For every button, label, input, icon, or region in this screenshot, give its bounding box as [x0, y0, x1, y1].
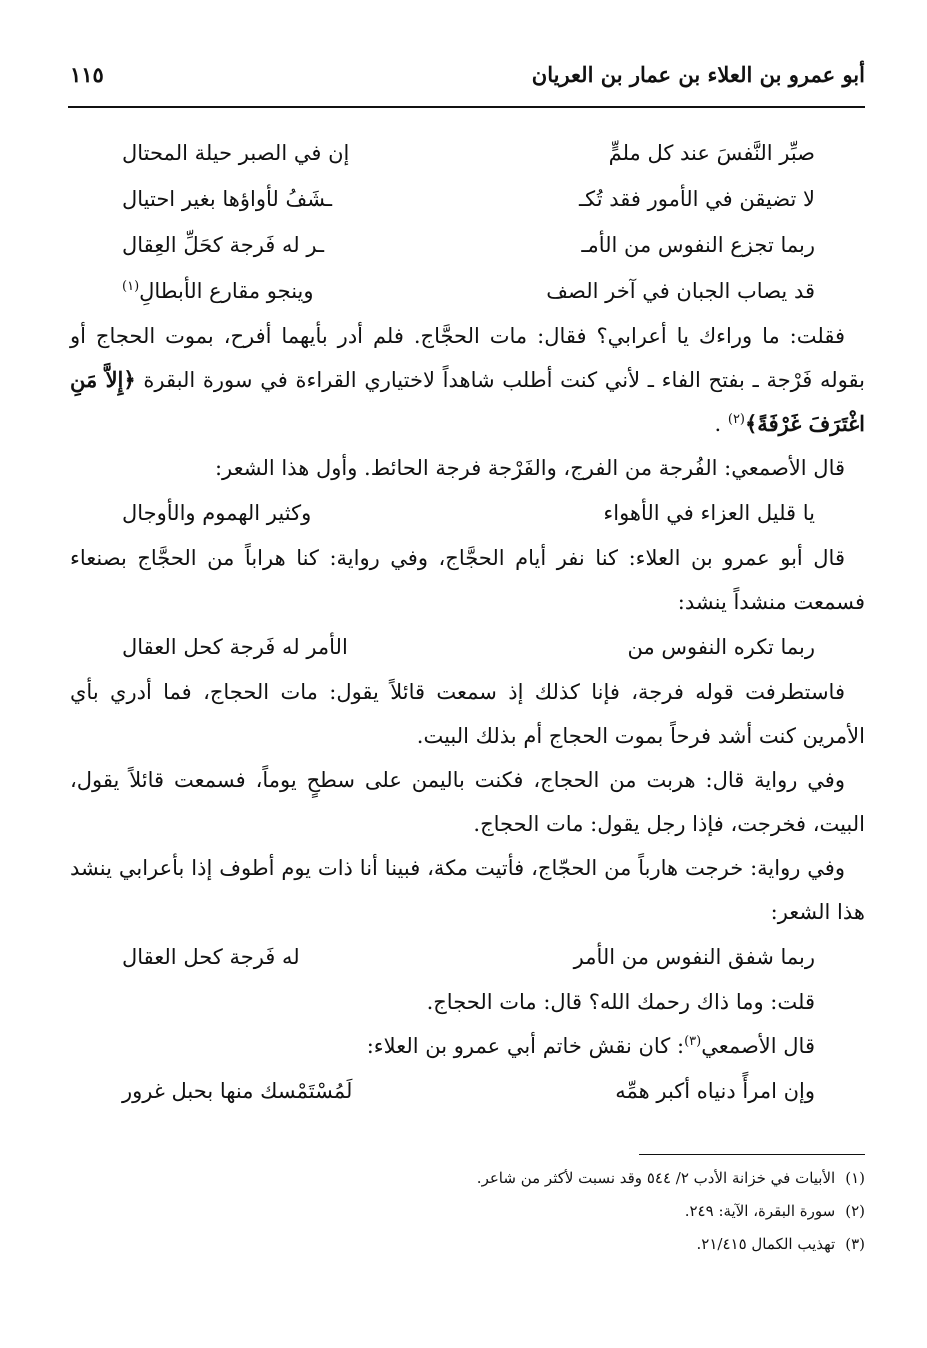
poem-verse: [70, 490, 865, 536]
footnotes: [70, 1162, 865, 1261]
verse-second-hemistich: الأمر له فَرجة كحل العقال: [122, 635, 348, 659]
paragraph: قلت: وما ذاك رحمك الله؟ قال: مات الحجاج.: [426, 990, 815, 1014]
verse-first-hemistich: ربما تجزع النفوس من الأمـ: [581, 233, 815, 257]
poem-verse: [70, 268, 865, 314]
running-title: أبو عمرو بن العلاء بن عمار بن العريان: [531, 62, 865, 87]
quran-quote: ﴿إِلاَّ مَنِ اغْتَرَفَ غَرْفَةً﴾: [70, 367, 865, 436]
paragraph-end: .: [714, 412, 722, 436]
verse-first-hemistich: صبِّر النَّفسَ عند كل ملمٍّ: [608, 141, 815, 165]
poem-verse: [70, 176, 865, 222]
footnote-number: (٢): [845, 1202, 865, 1220]
paragraph: قال الأصمعي: الفُرجة من الفرج، والفَرْجة فرجة الحائط. وأول هذا الشعر:: [214, 456, 845, 480]
verse-second-hemistich: ـر له فَرجة كحَلِّ العِقال: [122, 233, 325, 257]
footnote-text: سورة البقرة، الآية: ٢٤٩.: [684, 1202, 836, 1220]
paragraph: قال أبو عمرو بن العلاء: كنا نفر أيام الحجَّاج، وفي رواية: كنا هراباً من الحجَّاج بصنعاء فسمعت منشداً ينشد:: [70, 546, 865, 614]
verse-first-hemistich: ربما شفق النفوس من الأمر: [573, 945, 815, 969]
footnote: [70, 1162, 865, 1195]
poem-verse: [70, 624, 865, 670]
verse-first-hemistich: قد يصاب الجبان في آخر الصف: [546, 279, 815, 303]
footnote-divider: [639, 1154, 865, 1155]
footnote-text: الأبيات في خزانة الأدب ٢/ ٥٤٤ وقد نسبت لأكثر من شاعر.: [476, 1169, 836, 1187]
paragraph: فاستطرفت قوله فرجة، فإنا كذلك إذ سمعت قائلاً يقول: مات الحجاج، فما أدري بأي الأمرين كنت أشد فرحاً بموت الحجاج أم بذلك البيت.: [70, 680, 865, 748]
verse-first-hemistich: ربما تكره النفوس من: [627, 635, 815, 659]
paragraph: وفي رواية قال: هربت من الحجاج، فكنت باليمن على سطحٍ يوماً، فسمعت قائلاً يقول، البيت، فخرجت، فإذا رجل يقول: مات الحجاج.: [70, 768, 865, 836]
paragraph-text: فقلت: ما وراءك يا أعرابي؟ فقال: مات الحجَّاج. فلم أدر بأيهما أفرح، بموت الحجاج أو بقوله فَرْجة ـ بفتح الفاء ـ لأني كنت أطلب شاهداً لاختياري القراءة في سورة البقرة: [70, 324, 865, 392]
footnote-marker: (٣): [684, 1034, 702, 1049]
verse-first-hemistich: وإن امرأً دنياه أكبر همِّه: [615, 1079, 815, 1103]
page-number: ١١٥: [70, 62, 104, 87]
verse-second-hemistich: لَمُسْتَمْسك منها بحبل غرور: [122, 1079, 353, 1103]
poem-verse: [70, 222, 865, 268]
verse-first-hemistich: يا قليل العزاء في الأهواء: [603, 501, 815, 525]
footnote-marker: (٢): [727, 412, 745, 427]
paragraph-text: : كان نقش خاتم أبي عمرو بن العلاء:: [366, 1034, 685, 1058]
verse-second-hemistich: له فَرجة كحل العقال: [122, 945, 300, 969]
paragraph-text: قال الأصمعي: [701, 1034, 815, 1058]
footnote-number: (٣): [845, 1235, 865, 1253]
footnote-text: تهذيب الكمال ٢١/٤١٥.: [696, 1235, 836, 1253]
hemistich-text: وينجو مقارع الأبطالِ: [139, 279, 314, 303]
verse-second-hemistich: وكثير الهموم والأوجال: [122, 501, 312, 525]
verse-second-hemistich: إن في الصبر حيلة المحتال: [122, 141, 350, 165]
footnote: [70, 1228, 865, 1261]
page-header: [68, 58, 865, 108]
verse-second-hemistich: [122, 279, 452, 303]
paragraph: وفي رواية: خرجت هارباً من الحجّاج، فأتيت مكة، فبينا أنا ذات يوم أطوف إذا بأعرابي ينشد هذا الشعر:: [70, 856, 865, 924]
poem-verse: [70, 1068, 865, 1114]
verse-first-hemistich: لا تضيقن في الأمور فقد تُكـ: [578, 187, 815, 211]
footnote-marker: (١): [122, 279, 140, 294]
poem-verse: [70, 934, 865, 980]
footnote-number: (١): [845, 1169, 865, 1187]
footnote: [70, 1195, 865, 1228]
paragraph: [70, 1024, 865, 1068]
paragraph: [70, 314, 865, 446]
main-text: [70, 130, 865, 1114]
poem-verse: [70, 130, 865, 176]
verse-second-hemistich: ـشَفُ لأواؤها بغير احتيال: [122, 187, 333, 211]
